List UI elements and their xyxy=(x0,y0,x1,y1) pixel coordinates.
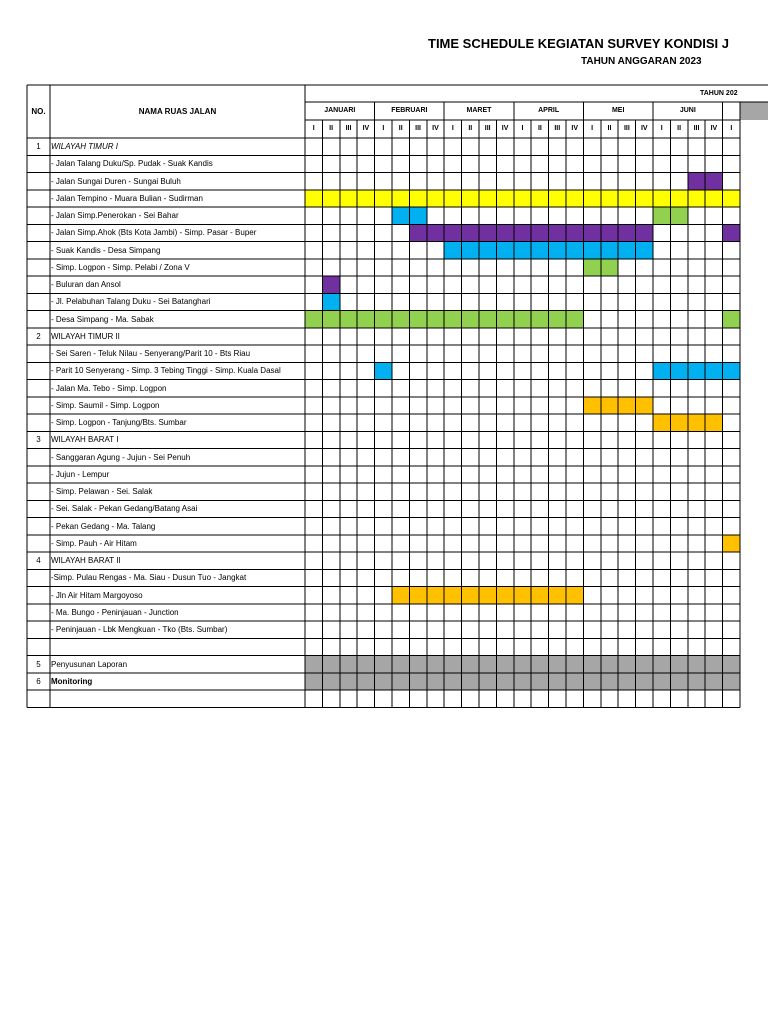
row-name: WILAYAH BARAT I xyxy=(51,435,119,445)
header-no: NO. xyxy=(31,107,46,116)
row-name: - Simp. Pelawan - Sei. Salak xyxy=(51,487,153,496)
week-header: I xyxy=(591,125,594,132)
row-name: WILAYAH BARAT II xyxy=(51,556,121,565)
schedule-bar-purple xyxy=(723,224,740,241)
row-name: - Jln Air Hitam Margoyoso xyxy=(51,590,143,600)
row-name: - Jalan Tempino - Muara Bulian - Sudirman xyxy=(51,193,203,203)
row-number: 1 xyxy=(36,142,41,151)
row-name: - Sei Saren - Teluk Nilau - Senyerang/Parit 10 - Bts Riau xyxy=(51,349,251,358)
week-header: IV xyxy=(501,125,509,132)
schedule-bar-purple xyxy=(688,173,723,190)
week-header: IV xyxy=(571,125,578,132)
schedule-bar-green xyxy=(305,311,583,328)
week-header: II xyxy=(607,125,612,132)
row-name: - Jalan Ma. Tebo - Simp. Logpon xyxy=(51,383,167,393)
schedule-bar-blue xyxy=(444,242,653,259)
row-name: - Desa Simpang - Ma. Sabak xyxy=(51,314,154,324)
row-number: 3 xyxy=(36,435,41,445)
row-name: WILAYAH TIMUR I xyxy=(51,142,118,151)
month-header-april: APRIL xyxy=(538,107,560,114)
header-gray-cell xyxy=(740,102,768,120)
row-name: - Simp. Logpon - Simp. Pelabi / Zona V xyxy=(51,262,190,272)
schedule-bar-gray xyxy=(305,673,740,690)
row-name: - Jalan Sungai Duren - Sungai Buluh xyxy=(51,176,181,186)
row-name: - Jalan Simp.Penerokan - Sei Bahar xyxy=(51,211,179,220)
row-name: Monitoring xyxy=(51,676,93,686)
header-nama-ruas-jalan: NAMA RUAS JALAN xyxy=(138,107,217,116)
schedule-bar-orange xyxy=(723,535,740,552)
row-name: - Suak Kandis - Desa Simpang xyxy=(51,245,161,255)
row-name: - Ma. Bungo - Peninjauan - Junction xyxy=(51,607,179,617)
week-header: I xyxy=(382,125,385,132)
row-number: 5 xyxy=(36,659,41,669)
week-header: II xyxy=(468,125,473,132)
row-name: - Sanggaran Agung - Jujun - Sei Penuh xyxy=(51,452,191,462)
row-name: - Pekan Gedang - Ma. Talang xyxy=(51,521,156,531)
week-header: III xyxy=(415,125,421,132)
month-header-januari: JANUARI xyxy=(324,107,356,114)
row-name: - Buluran dan Ansol xyxy=(51,280,121,289)
week-header: I xyxy=(312,125,315,132)
schedule-bar-blue xyxy=(392,207,427,224)
week-header: I xyxy=(521,125,524,132)
document-title: TIME SCHEDULE KEGIATAN SURVEY KONDISI J xyxy=(428,36,729,51)
row-name: Penyusunan Laporan xyxy=(51,659,128,669)
row-name: -Simp. Pulau Rengas - Ma. Siau - Dusun Tuo - Jangkat xyxy=(51,573,247,583)
month-header-maret: MARET xyxy=(466,107,492,114)
week-header: III xyxy=(554,125,561,132)
week-header: IV xyxy=(710,125,718,132)
week-header: I xyxy=(451,125,454,132)
document-subtitle: TAHUN ANGGARAN 2023 xyxy=(581,56,702,67)
row-name: - Simp. Pauh - Air Hitam xyxy=(51,538,137,548)
week-header: II xyxy=(329,125,334,132)
month-header-mei: MEI xyxy=(611,107,625,114)
schedule-bar-orange xyxy=(392,587,583,604)
schedule-bar-orange xyxy=(653,414,723,431)
row-name: - Jalan Talang Duku/Sp. Pudak - Suak Kandis xyxy=(51,159,213,169)
schedule-bar-green xyxy=(583,259,618,276)
row-name: - Jalan Simp.Ahok (Bts Kota Jambi) - Simp. Pasar - Buper xyxy=(51,228,257,238)
schedule-bar-purple xyxy=(409,224,653,241)
header-year-label: TAHUN 202 xyxy=(700,90,738,97)
week-header: II xyxy=(398,125,403,132)
schedule-bar-blue xyxy=(375,362,392,379)
row-name: - Simp. Saumil - Simp. Logpon xyxy=(51,400,160,410)
week-header: IV xyxy=(432,125,439,132)
week-header: IV xyxy=(640,125,648,132)
row-name: - Simp. Logpon - Tanjung/Bts. Sumbar xyxy=(51,418,187,427)
schedule-bar-green xyxy=(723,311,740,328)
schedule-bar-green xyxy=(653,207,688,224)
week-header: II xyxy=(537,125,542,132)
row-number: 6 xyxy=(36,676,41,686)
week-header: I xyxy=(660,125,663,132)
row-name: - Sei. Salak - Pekan Gedang/Batang Asai xyxy=(51,504,198,514)
row-name: - Parit 10 Senyerang - Simp. 3 Tebing Tinggi - Simp. Kuala Dasal xyxy=(51,366,281,376)
row-name: - Peninjauan - Lbk Mengkuan - Tko (Bts. Sumbar) xyxy=(51,625,228,634)
schedule-bar-purple xyxy=(322,276,339,293)
month-header-juni: JUNI xyxy=(679,107,696,114)
week-header: III xyxy=(693,125,700,132)
month-header-februari: FEBRUARI xyxy=(391,107,428,114)
schedule-bar-gray xyxy=(305,656,740,673)
row-number: 4 xyxy=(36,556,41,565)
row-name: - Jl. Pelabuhan Talang Duku - Sei Batanghari xyxy=(51,297,211,307)
schedule-bar-orange xyxy=(583,397,653,414)
schedule-bar-yellow xyxy=(305,190,740,207)
schedule-bar-blue xyxy=(653,362,740,379)
row-name: - Jujun - Lempur xyxy=(51,469,110,479)
row-name: WILAYAH TIMUR II xyxy=(51,331,120,341)
row-number: 2 xyxy=(36,331,41,341)
week-header: IV xyxy=(362,125,370,132)
schedule-bar-blue xyxy=(322,293,339,310)
week-header: III xyxy=(345,125,352,132)
week-header: III xyxy=(623,125,630,132)
week-header: II xyxy=(677,125,682,132)
week-header: I xyxy=(730,125,733,132)
week-header: III xyxy=(484,125,491,132)
